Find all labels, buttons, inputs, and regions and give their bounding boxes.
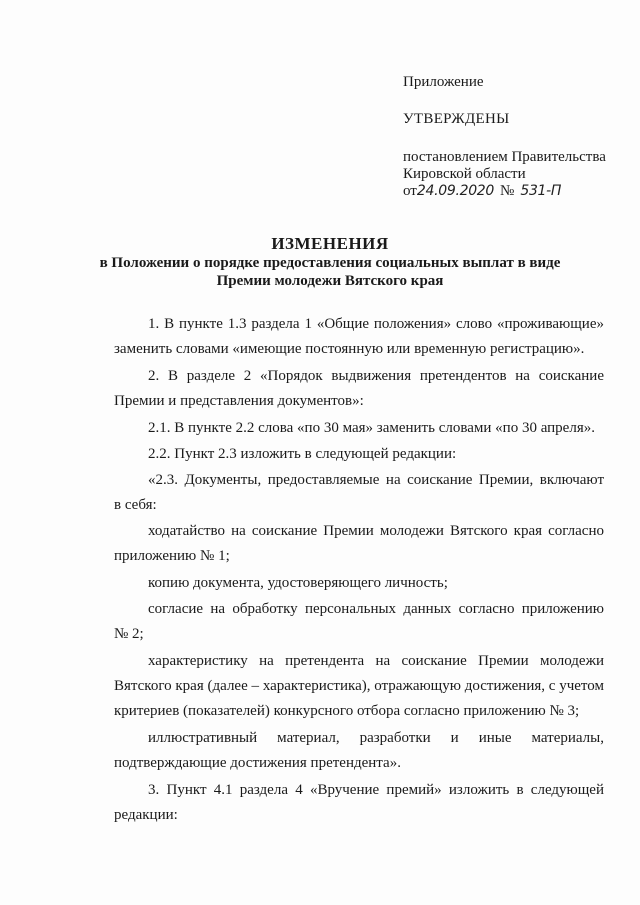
approval-line-2: Кировской области <box>403 166 526 182</box>
paragraph-1-line-1: 1. В пункте 1.3 раздела 1 «Общие положения» слово «проживающие» <box>148 316 604 332</box>
subtitle-line-1: в Положении о порядке предоставления социальных выплат в виде <box>99 255 561 271</box>
paragraph-7-line-1: копию документа, удостоверяющего личность; <box>148 575 448 591</box>
paragraph-1-line-2: заменить словами «имеющие постоянную или временную регистрацию». <box>114 341 585 357</box>
paragraph-2-line-1: 2. В разделе 2 «Порядок выдвижения претендентов на соискание <box>148 368 604 384</box>
paragraph-9-line-2: Вятского края (далее – характеристика), отражающую достижения, с учетом <box>114 678 604 694</box>
paragraph-6-line-1: ходатайство на соискание Премии молодежи Вятского края согласно <box>148 523 604 539</box>
paragraph-9-line-3: критериев (показателей) конкурсного отбора согласно приложению № 3; <box>114 703 580 719</box>
paragraph-6-line-2: приложению № 1; <box>114 548 230 564</box>
approval-line-1: постановлением Правительства <box>403 149 606 165</box>
approval-date: 24.09.2020 <box>416 183 495 199</box>
paragraph-5-line-1: «2.3. Документы, предоставляемые на соискание Премии, включают <box>148 472 604 488</box>
paragraph-4-line-1: 2.2. Пункт 2.3 изложить в следующей редакции: <box>148 446 457 462</box>
approval-number-sign: № <box>500 183 515 199</box>
paragraph-2-line-2: Премии и представления документов»: <box>114 393 364 409</box>
paragraph-5-line-2: в себя: <box>114 497 157 513</box>
approval-date-line <box>403 183 606 200</box>
paragraph-11-line-2: редакции: <box>114 807 178 823</box>
paragraph-8-line-1: согласие на обработку персональных данных согласно приложению <box>148 601 604 617</box>
paragraph-11-line-1: 3. Пункт 4.1 раздела 4 «Вручение премий» изложить в следующей <box>148 782 604 798</box>
paragraph-3-line-1: 2.1. В пункте 2.2 слова «по 30 мая» заменить словами «по 30 апреля». <box>148 420 595 436</box>
paragraph-10-line-2: подтверждающие достижения претендента». <box>114 755 401 771</box>
paragraph-10-line-1: иллюстративный материал, разработки и иные материалы, <box>148 730 604 746</box>
approval-number: 531-П <box>520 183 562 199</box>
document-title: ИЗМЕНЕНИЯ <box>271 234 389 253</box>
approval-date-prefix: от <box>403 183 417 199</box>
paragraph-8-line-2: № 2; <box>114 626 144 642</box>
appendix-label: Приложение <box>403 74 484 90</box>
document-subtitle <box>60 254 600 290</box>
subtitle-line-2: Премии молодежи Вятского края <box>216 273 444 289</box>
approval-block <box>403 74 606 200</box>
paragraph-9-line-1: характеристику на претендента на соискание Премии молодежи <box>148 653 604 669</box>
approved-label: УТВЕРЖДЕНЫ <box>403 111 510 127</box>
